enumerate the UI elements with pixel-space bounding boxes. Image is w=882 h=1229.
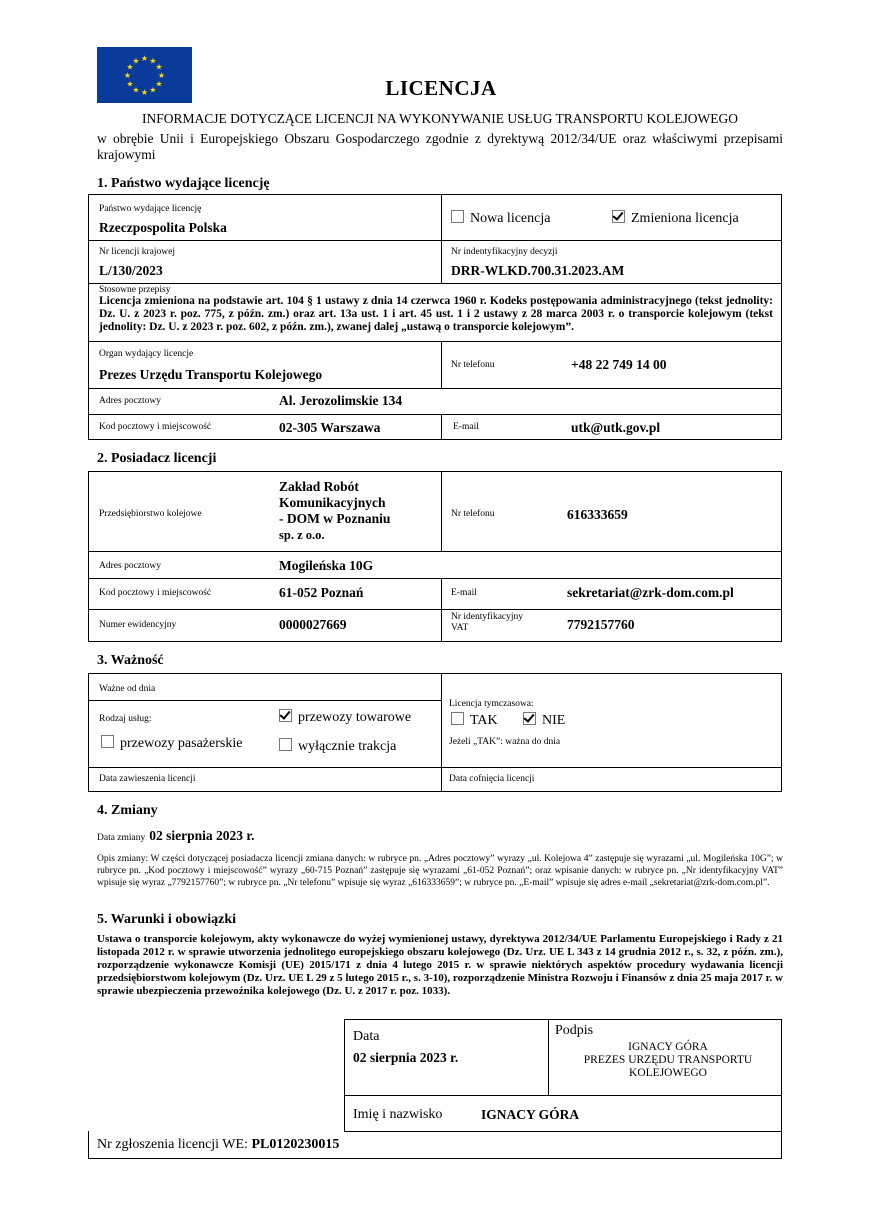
traction-checkbox [279, 738, 292, 751]
tak-option: TAK [451, 712, 498, 729]
svg-text:★: ★ [140, 54, 149, 63]
section-1-table [88, 194, 782, 440]
changed-license-checkbox [612, 210, 625, 223]
legal-basis-text: Licencja zmieniona na podstawie art. 104 § 1 ustawy z dnia 14 czerwca 1960 r. Kodeks postępowania administracyjnego (tekst jednolity: Dz. U. z 2023 r. poz. 775, z późn. zm.) oraz art. 13a ust. 1 i art. 45 ust. 1 i 2 ustawy z 28 marca 2003 r. o transporcie kolejowym (tekst jednolity: Dz. U. z 2023 r. poz. 602, z późn. zm.), zwanej dalej „ustawą o transporcie kolejowym”. [99, 295, 773, 333]
legal-basis-label: Stosowne przepisy [99, 285, 171, 295]
holder-address-label: Adres pocztowy [99, 561, 161, 571]
passenger-option: przewozy pasażerskie [101, 735, 242, 752]
document-subtitle: INFORMACJE DOTYCZĄCE LICENCJI NA WYKONYWANIE USŁUG TRANSPORTU KOLEJOWEGO [141, 111, 739, 126]
tak-checkbox [451, 712, 464, 725]
svg-text:★: ★ [157, 71, 166, 80]
authority-address-label: Adres pocztowy [99, 396, 161, 406]
signature-table [344, 1019, 782, 1132]
temporary-license-label: Licencja tymczasowa: [449, 699, 534, 709]
svg-text:★: ★ [155, 79, 163, 89]
suspension-date-label: Data zawieszenia licencji [99, 774, 196, 784]
holder-postal-label: Kod pocztowy i miejscowość [99, 588, 212, 598]
nie-checkbox [523, 712, 536, 725]
signature-label: Podpis [555, 1023, 594, 1038]
registration-number-label: Numer ewidencyjny [99, 620, 177, 630]
authority-postal-label: Kod pocztowy i miejscowość [99, 422, 212, 432]
issuing-authority-label: Organ wydający licencje [99, 349, 194, 359]
authority-address-value: Al. Jerozolimskie 134 [279, 393, 403, 408]
we-number [97, 1137, 339, 1153]
holder-address-value: Mogileńska 10G [279, 558, 374, 573]
issuing-state-label: Państwo wydające licencję [99, 204, 202, 214]
holder-email-value: sekretariat@zrk-dom.com.pl [567, 585, 734, 600]
full-name-value: IGNACY GÓRA [481, 1107, 580, 1122]
change-date-label: Data zmiany [97, 833, 146, 843]
authority-email-value: utk@utk.gov.pl [571, 420, 661, 435]
vat-id-label: Nr identyfikacyjny VAT [451, 612, 524, 633]
freight-checkbox [279, 709, 292, 722]
sign-date-value: 02 sierpnia 2023 r. [353, 1050, 459, 1065]
change-description: Opis zmiany: W części dotyczącej posiadacza licencji zmiana danych: w rubryce pn. „Adres pocztowy” wyrazy „ul. Kolejowa 4” zastępuje się wyrazami „ul. Mogileńska 10G”; w rubryce pn. „Kod pocztowy i miejscowość” wyrazy „60-715 Poznań” zastępuje się wyrazami „61-052 Poznań”; oraz wpisanie danych: w rubryce pn. „Nr identyfikacyjny VAT” wpisuje się wyraz „7792157760”; w rubryce pn. „Nr telefonu” wpisuje się wyraz „616333659”; w rubryce pn. „E-mail” wpisuje się adres e-mail „sekretariat@zrk-dom.com.pl”. [97, 854, 783, 888]
we-number-value: PL0120230015 [251, 1137, 340, 1152]
valid-from-label: Ważne od dnia [99, 684, 156, 694]
signature-text: IGNACY GÓRA PREZES URZĘDU TRANSPORTU KOLEJOWEGO [583, 1041, 753, 1079]
svg-text:★: ★ [155, 62, 163, 72]
section-2-heading: 2. Posiadacz licencji [97, 451, 217, 466]
service-type-label: Rodzaj usług: [99, 714, 152, 724]
valid-until-label: Jeżeli „TAK”: ważna do dnia [449, 737, 561, 747]
svg-text:★: ★ [126, 62, 134, 72]
authority-phone-value: +48 22 749 14 00 [571, 357, 667, 372]
svg-text:★: ★ [123, 71, 132, 80]
document-intro: w obrębie Unii i Europejskiego Obszaru Gospodarczego zgodnie z dyrektywą 2012/34/UE oraz właściwymi przepisami krajowymi [97, 131, 783, 162]
new-license-checkbox [451, 210, 464, 223]
railway-company-value: Zakład Robót Komunikacyjnych - DOM w Poznaniu sp. z o.o. [279, 479, 391, 542]
holder-email-label: E-mail [451, 588, 477, 598]
document-title: LICENCJA [385, 76, 497, 100]
changed-license-option: Zmieniona licencja [612, 210, 739, 227]
vat-id-value: 7792157760 [567, 617, 635, 632]
national-license-label: Nr licencji krajowej [99, 247, 175, 257]
section-4-heading: 4. Zmiany [97, 803, 158, 818]
new-license-option: Nowa licencja [451, 210, 550, 227]
svg-text:★: ★ [132, 85, 140, 95]
svg-text:★: ★ [140, 88, 149, 97]
section-3-heading: 3. Ważność [97, 653, 164, 668]
decision-id-value: DRR-WLKD.700.31.2023.AM [451, 263, 625, 278]
sign-date-label: Data [353, 1029, 380, 1044]
svg-text:★: ★ [149, 56, 157, 66]
svg-text:★: ★ [126, 79, 134, 89]
change-date-value: 02 sierpnia 2023 r. [149, 828, 255, 843]
authority-email-label: E-mail [453, 422, 479, 432]
national-license-value: L/130/2023 [99, 263, 163, 278]
section-2-table [88, 471, 782, 642]
change-date [97, 827, 255, 845]
holder-postal-value: 61-052 Poznań [279, 585, 364, 600]
svg-text:★: ★ [149, 85, 157, 95]
holder-phone-label: Nr telefonu [451, 509, 495, 519]
section-5-heading: 5. Warunki i obowiązki [97, 912, 237, 927]
section-1-heading: 1. Państwo wydające licencję [97, 176, 270, 191]
authority-phone-label: Nr telefonu [451, 360, 495, 370]
section-3-table [88, 673, 782, 792]
full-name-label: Imię i nazwisko [353, 1107, 443, 1122]
revocation-date-label: Data cofnięcia licencji [449, 774, 535, 784]
decision-id-label: Nr indentyfikacyjny decyzji [451, 247, 558, 257]
issuing-state-value: Rzeczpospolita Polska [99, 220, 227, 235]
conditions-text: Ustawa o transporcie kolejowym, akty wykonawcze do wyżej wymienionej ustawy, dyrektywa 2012/34/UE Parlamentu Europejskiego i Rady z 21 listopada 2012 r. w sprawie utworzenia jednolitego europejskiego obszaru kolejowego (Dz. Urz. UE L 343 z 14 grudnia 2012 r., s. 32, z późn. zm.), rozporządzenie wykonawcze Komisji (UE) 2015/171 z dnia 4 lutego 2015 r. w sprawie niektórych aspektów procedury wydawania licencji przedsiębiorstwom kolejowym (Dz. Urz. UE L 29 z 5 lutego 2015 r., s. 3-10), rozporządzenie Ministra Rozwoju i Finansów z dnia 25 maja 2017 r. w sprawie ubezpieczenia przewoźnika kolejowego (Dz. U. z 2017 r. poz. 1033). [97, 933, 783, 997]
traction-option: wyłącznie trakcja [279, 738, 396, 755]
registration-number-value: 0000027669 [279, 617, 347, 632]
freight-option: przewozy towarowe [279, 709, 411, 726]
holder-phone-value: 616333659 [567, 507, 628, 522]
we-number-label: Nr zgłoszenia licencji WE: [97, 1137, 248, 1152]
svg-text:★: ★ [132, 56, 140, 66]
footer-box [88, 1131, 782, 1159]
passenger-checkbox [101, 735, 114, 748]
nie-option: NIE [523, 712, 565, 729]
issuing-authority-value: Prezes Urzędu Transportu Kolejowego [99, 367, 323, 382]
authority-postal-value: 02-305 Warszawa [279, 420, 381, 435]
railway-company-label: Przedsiębiorstwo kolejowe [99, 509, 202, 519]
